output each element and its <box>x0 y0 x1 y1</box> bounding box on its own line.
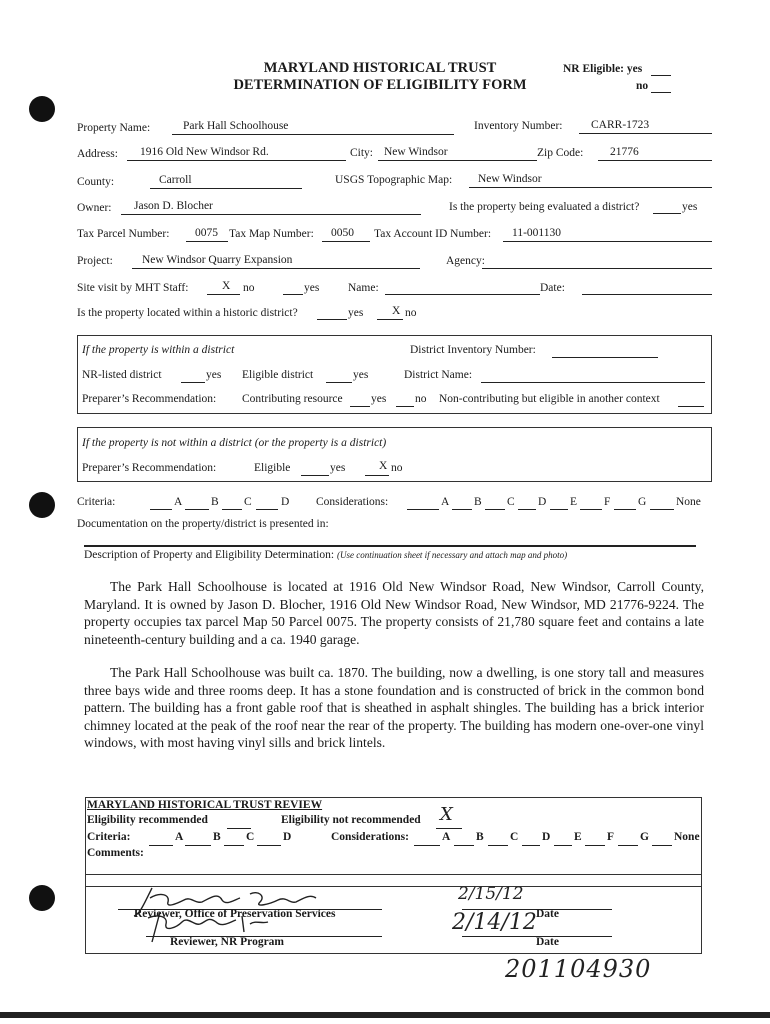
review-consideration-b: B <box>476 831 484 843</box>
considerations-label: Considerations: <box>316 496 389 508</box>
review-criteria-a: A <box>175 831 184 843</box>
contributing-no: no <box>415 393 427 405</box>
city-value[interactable]: New Windsor <box>384 146 448 158</box>
review-criteria-c: C <box>246 831 255 843</box>
eligible-yes: yes <box>330 462 346 474</box>
bottom-bar <box>0 1012 770 1018</box>
tax-parcel-value[interactable]: 0075 <box>195 227 218 239</box>
review-criteria-b: B <box>213 831 221 843</box>
within-district-preparer-rec: Preparer’s Recommendation: <box>82 393 217 405</box>
date2-label: Date <box>536 936 559 948</box>
site-visit-mark[interactable]: X <box>222 280 231 292</box>
address-value[interactable]: 1916 Old New Windsor Rd. <box>140 146 269 158</box>
address-label: Address: <box>77 148 118 160</box>
consideration-c: C <box>507 496 515 508</box>
review-consideration-e: E <box>574 831 582 843</box>
eligible-label: Eligible <box>254 462 291 474</box>
description-paragraph-1 <box>84 578 704 648</box>
tax-parcel-label: Tax Parcel Number: <box>77 228 170 240</box>
eligible-district: Eligible district <box>242 369 314 381</box>
historic-district-no: no <box>405 307 417 319</box>
agency-label: Agency: <box>446 255 485 267</box>
eligible-no-mark[interactable]: X <box>379 460 388 472</box>
documentation-label: Documentation on the property/district is presented in: <box>77 518 329 530</box>
property-name-value[interactable]: Park Hall Schoolhouse <box>183 120 289 132</box>
site-visit-no: no <box>243 282 255 294</box>
comments-label: Comments: <box>87 847 144 859</box>
zip-value[interactable]: 21776 <box>610 146 639 158</box>
contributing-resource: Contributing resource <box>242 393 343 405</box>
county-label: County: <box>77 176 115 188</box>
property-name-label: Property Name: <box>77 122 151 134</box>
not-within-district-box <box>77 427 712 482</box>
consideration-f: F <box>604 496 611 508</box>
tax-account-value[interactable]: 11-001130 <box>512 227 561 239</box>
review-consideration-c: C <box>510 831 519 843</box>
usgs-value[interactable]: New Windsor <box>478 173 542 185</box>
form-title: MARYLAND HISTORICAL TRUST <box>263 60 497 76</box>
county-value[interactable]: Carroll <box>159 174 192 186</box>
not-within-district-preparer-rec: Preparer’s Recommendation: <box>82 462 217 474</box>
criteria-a: A <box>174 496 183 508</box>
within-district-box <box>77 335 712 414</box>
review-criteria-label: Criteria: <box>87 831 131 843</box>
project-value[interactable]: New Windsor Quarry Expansion <box>142 254 293 266</box>
district-name-label: District Name: <box>404 369 473 381</box>
eligible-district-yes: yes <box>353 369 369 381</box>
date2-handwritten: 2/14/12 <box>452 910 537 935</box>
binder-hole-top <box>29 96 55 122</box>
city-label: City: <box>350 147 374 159</box>
historic-district-no-mark[interactable]: X <box>392 305 401 317</box>
form-subtitle: DETERMINATION OF ELIGIBILITY FORM <box>233 77 527 93</box>
eligible-no: no <box>391 462 403 474</box>
reviewer-ops-label: Reviewer, Office of Preservation Services <box>134 908 336 920</box>
district-eval-yes[interactable]: yes <box>682 201 698 213</box>
binder-hole-middle <box>29 492 55 518</box>
tax-account-label: Tax Account ID Number: <box>374 228 492 240</box>
not-recommended-mark[interactable]: X <box>440 804 453 825</box>
review-consideration-d: D <box>542 831 551 843</box>
site-visit-label: Site visit by MHT Staff: <box>77 282 189 294</box>
nr-listed-district: NR-listed district <box>82 369 162 381</box>
date1-handwritten: 2/15/12 <box>458 884 524 904</box>
tax-map-label: Tax Map Number: <box>229 228 314 240</box>
criteria-b: B <box>211 496 219 508</box>
historic-district-question: Is the property located within a historic district? <box>77 307 298 319</box>
district-eval-question: Is the property being evaluated a district? <box>449 201 640 213</box>
site-visit-yes: yes <box>304 282 320 294</box>
consideration-e: E <box>570 496 578 508</box>
nr-eligible-yes: NR Eligible: yes <box>563 63 643 75</box>
criteria-label: Criteria: <box>77 496 116 508</box>
criteria-d: D <box>281 496 290 508</box>
zip-label: Zip Code: <box>537 147 584 159</box>
within-district-heading: If the property is within a district <box>82 344 235 356</box>
description-para1-text: The Park Hall Schoolhouse is located at 1916 Old New Windsor Road, New Windsor, Carroll County, Maryland. It is owned by Jason D. Blocher, 1916 Old New Windsor Road, New Windsor, MD 21776-9224. The property occupies tax parcel Map 50 Parcel 0075. The property consists of 21,780 square feet and contains a late nineteenth-century building and a ca. 1940 garage. <box>84 579 704 647</box>
consideration-g: G <box>638 496 647 508</box>
site-visit-date-label: Date: <box>540 282 565 294</box>
review-consideration-g: G <box>640 831 649 843</box>
project-label: Project: <box>77 255 113 267</box>
description-paragraph-2 <box>84 664 704 752</box>
review-title: MARYLAND HISTORICAL TRUST REVIEW <box>87 799 323 811</box>
nr-listed-yes: yes <box>206 369 222 381</box>
review-consideration-a: A <box>442 831 451 843</box>
review-criteria-d: D <box>283 831 292 843</box>
section-divider <box>84 545 696 547</box>
historic-district-yes: yes <box>348 307 364 319</box>
usgs-label: USGS Topographic Map: <box>335 174 453 186</box>
owner-label: Owner: <box>77 202 112 214</box>
description-label-text: Description of Property and Eligibility Determination: <box>84 549 335 561</box>
consideration-none: None <box>676 496 701 508</box>
consideration-b: B <box>474 496 482 508</box>
eligibility-not-recommended: Eligibility not recommended <box>281 814 421 826</box>
consideration-a: A <box>441 496 450 508</box>
stamp-number: 201104930 <box>505 955 652 983</box>
district-inventory-label: District Inventory Number: <box>410 344 536 356</box>
review-consideration-none: None <box>674 831 700 843</box>
staff-name-label: Name: <box>348 282 379 294</box>
reviewer2-signature <box>146 910 276 944</box>
owner-value[interactable]: Jason D. Blocher <box>134 200 213 212</box>
review-considerations-label: Considerations: <box>331 831 409 843</box>
inventory-number-label: Inventory Number: <box>474 120 563 132</box>
criteria-c: C <box>244 496 252 508</box>
description-label <box>84 549 567 561</box>
description-note: (Use continuation sheet if necessary and attach map and photo) <box>336 550 568 560</box>
binder-hole-bottom <box>29 885 55 911</box>
inventory-number-value[interactable]: CARR-1723 <box>591 119 650 131</box>
non-contributing: Non-contributing but eligible in another context <box>439 393 660 405</box>
review-consideration-f: F <box>607 831 615 843</box>
date1-label: Date <box>536 908 559 920</box>
tax-map-value[interactable]: 0050 <box>331 227 354 239</box>
nr-eligible-no: no <box>636 80 649 92</box>
not-within-district-heading: If the property is not within a district (or the property is a district) <box>82 437 387 449</box>
eligibility-recommended: Eligibility recommended <box>87 814 208 826</box>
contributing-yes: yes <box>371 393 387 405</box>
description-para2-text: The Park Hall Schoolhouse was built ca. 1870. The building, now a dwelling, is one story tall and measures three bays wide and three rooms deep. It has a stone foundation and is constructed of brick in the common bond pattern. The building has a front gable roof that is sheathed in asphalt shingles. The building has a brick interior chimney located at the peak of the roof near the rear of the property. The building has modern one-over-one vinyl windows, with most having vinyl sills and brick lintels. <box>84 665 704 751</box>
consideration-d: D <box>538 496 547 508</box>
reviewer-nr-label: Reviewer, NR Program <box>170 936 285 948</box>
